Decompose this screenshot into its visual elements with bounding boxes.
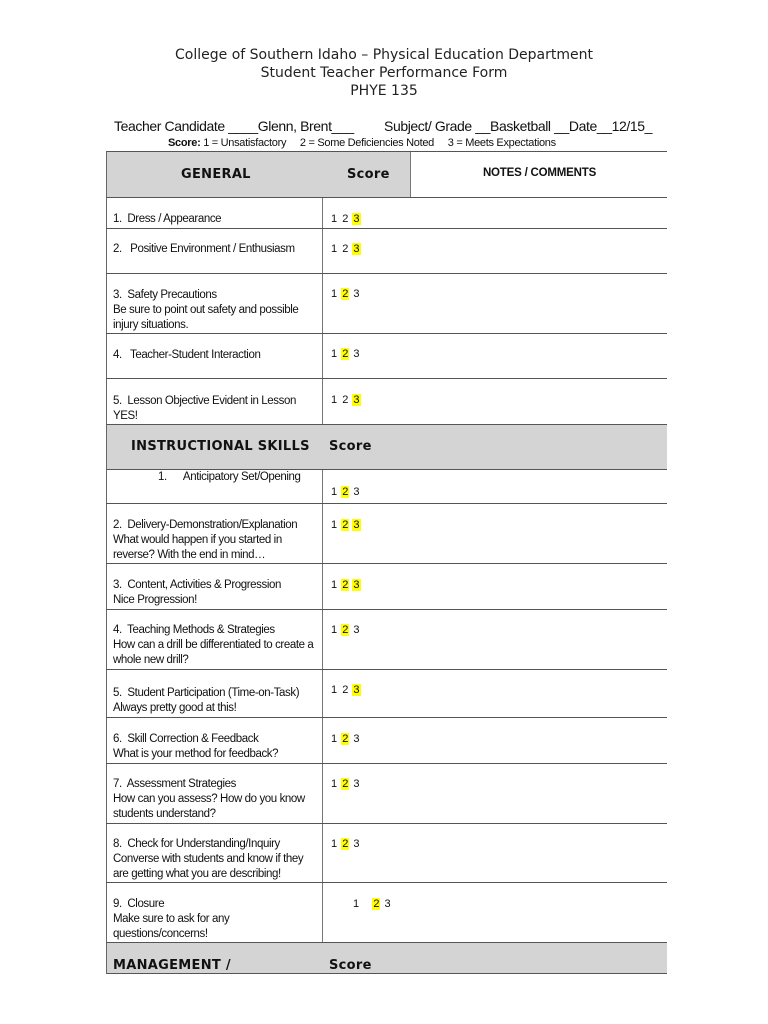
score-option-3[interactable]: 3 bbox=[353, 624, 360, 636]
general-item-objective bbox=[113, 394, 318, 424]
row-divider bbox=[106, 378, 667, 379]
row-divider bbox=[106, 503, 667, 504]
general-item-safety bbox=[113, 288, 318, 333]
row-divider bbox=[106, 882, 667, 883]
score-selector[interactable] bbox=[352, 898, 392, 910]
general-section-title: GENERAL bbox=[181, 167, 251, 182]
score-option-2-selected[interactable]: 2 bbox=[342, 348, 349, 360]
score-option-2-selected[interactable]: 2 bbox=[342, 288, 349, 300]
score-selector[interactable] bbox=[330, 394, 361, 406]
item-title: 1. Anticipatory Set/Opening bbox=[158, 471, 301, 483]
subject-grade-date-field: Subject/ Grade __Basketball __Date__12/15_ bbox=[384, 118, 653, 134]
score-key-label: Score: bbox=[168, 137, 201, 149]
item-title: 9. Closure bbox=[113, 898, 165, 910]
item-title: 4. Teaching Methods & Strategies bbox=[113, 624, 275, 636]
score-option-1[interactable]: 1 bbox=[331, 838, 338, 850]
instructional-section-header bbox=[106, 424, 667, 470]
score-option-3[interactable]: 3 bbox=[353, 838, 360, 850]
form-title: Student Teacher Performance Form bbox=[260, 65, 508, 81]
row-divider bbox=[106, 563, 667, 564]
row-divider bbox=[106, 717, 667, 718]
instructional-section-title: INSTRUCTIONAL SKILLS bbox=[131, 439, 310, 454]
score-selector[interactable] bbox=[330, 733, 361, 745]
management-section-title: MANAGEMENT / bbox=[113, 958, 231, 973]
score-option-1[interactable]: 1 bbox=[331, 733, 338, 745]
score-option-2[interactable]: 2 bbox=[342, 213, 349, 225]
score-option-1[interactable]: 1 bbox=[331, 684, 338, 696]
score-option-2-selected[interactable]: 2 bbox=[342, 624, 349, 636]
score-option-2-selected[interactable]: 2 bbox=[342, 733, 349, 745]
score-option-3[interactable]: 3 bbox=[353, 288, 360, 300]
score-selector[interactable] bbox=[330, 243, 361, 255]
notes-comments-label: NOTES / COMMENTS bbox=[482, 167, 597, 179]
score-selector[interactable] bbox=[330, 624, 361, 636]
score-option-3-selected[interactable]: 3 bbox=[353, 394, 360, 406]
row-divider bbox=[106, 273, 667, 274]
row-divider bbox=[106, 823, 667, 824]
management-score-heading: Score bbox=[329, 958, 372, 973]
score-key bbox=[168, 137, 556, 149]
instructional-item-content bbox=[113, 578, 318, 608]
form-institution-title: College of Southern Idaho – Physical Education Department bbox=[175, 47, 593, 63]
row-divider bbox=[106, 669, 667, 670]
item-comment: What is your method for feedback? bbox=[113, 748, 279, 760]
item-title: 5. Lesson Objective Evident in Lesson bbox=[113, 395, 296, 407]
score-option-1[interactable]: 1 bbox=[331, 778, 338, 790]
item-title: 4. Teacher-Student Interaction bbox=[113, 349, 261, 361]
item-title: 3. Content, Activities & Progression bbox=[113, 579, 282, 591]
score-selector[interactable] bbox=[330, 486, 361, 498]
row-divider bbox=[106, 763, 667, 764]
score-option-1[interactable]: 1 bbox=[331, 486, 338, 498]
notes-comments-header bbox=[410, 152, 668, 197]
score-option-3-selected[interactable]: 3 bbox=[353, 243, 360, 255]
score-selector[interactable] bbox=[330, 579, 361, 591]
item-comment: YES! bbox=[113, 410, 138, 422]
score-option-2-selected[interactable]: 2 bbox=[342, 579, 349, 591]
general-item-interaction bbox=[113, 348, 318, 363]
item-comment: How can a drill be differentiated to create a whole new drill? bbox=[113, 639, 314, 666]
score-option-3-selected[interactable]: 3 bbox=[353, 684, 360, 696]
score-option-2[interactable]: 2 bbox=[342, 394, 349, 406]
item-title: 2. Positive Environment / Enthusiasm bbox=[113, 243, 295, 255]
general-item-environment bbox=[113, 242, 318, 257]
item-title: 1. Dress / Appearance bbox=[113, 213, 222, 225]
score-option-3-selected[interactable]: 3 bbox=[353, 579, 360, 591]
score-option-1[interactable]: 1 bbox=[331, 288, 338, 300]
management-section-header bbox=[106, 942, 667, 974]
general-score-heading: Score bbox=[347, 167, 390, 182]
instructional-item-feedback bbox=[113, 732, 318, 762]
score-selector[interactable] bbox=[330, 778, 361, 790]
score-option-1[interactable]: 1 bbox=[331, 394, 338, 406]
item-title: 2. Delivery-Demonstration/Explanation bbox=[113, 519, 298, 531]
instructional-item-closure bbox=[113, 897, 318, 942]
score-selector[interactable] bbox=[330, 838, 361, 850]
candidate-line bbox=[114, 118, 674, 138]
instructional-item-anticipatory bbox=[158, 470, 363, 485]
score-option-1[interactable]: 1 bbox=[331, 579, 338, 591]
item-comment: Make sure to ask for any questions/concerns! bbox=[113, 913, 230, 940]
score-option-1[interactable]: 1 bbox=[331, 243, 338, 255]
score-option-2[interactable]: 2 bbox=[342, 684, 349, 696]
instructional-item-assessment bbox=[113, 777, 318, 822]
score-option-1[interactable]: 1 bbox=[331, 348, 338, 360]
score-option-3[interactable]: 3 bbox=[353, 348, 360, 360]
score-option-3-selected[interactable]: 3 bbox=[353, 519, 360, 531]
item-comment: Converse with students and know if they are getting what you are describing! bbox=[113, 853, 304, 880]
score-option-3[interactable]: 3 bbox=[353, 486, 360, 498]
score-selector[interactable] bbox=[330, 288, 361, 300]
item-comment: Be sure to point out safety and possible injury situations. bbox=[113, 304, 299, 331]
instructional-item-delivery bbox=[113, 518, 318, 563]
instructional-item-methods bbox=[113, 623, 318, 668]
teacher-candidate-field: Teacher Candidate ____Glenn, Brent___ bbox=[114, 118, 354, 134]
item-title: 5. Student Participation (Time-on-Task) bbox=[113, 687, 300, 699]
score-option-3-selected[interactable]: 3 bbox=[353, 213, 360, 225]
general-item-dress bbox=[113, 212, 318, 227]
item-title: 3. Safety Precautions bbox=[113, 289, 217, 301]
score-selector[interactable] bbox=[330, 519, 361, 531]
score-key-values: 1 = Unsatisfactory 2 = Some Deficiencies Noted 3 = Meets Expectations bbox=[200, 137, 556, 149]
instructional-item-understanding bbox=[113, 837, 318, 882]
course-code: PHYE 135 bbox=[350, 83, 418, 99]
score-option-1[interactable]: 1 bbox=[353, 898, 360, 910]
score-option-2-selected[interactable]: 2 bbox=[342, 778, 349, 790]
score-selector[interactable] bbox=[330, 213, 361, 225]
score-option-1[interactable]: 1 bbox=[331, 624, 338, 636]
score-option-2-selected[interactable]: 2 bbox=[342, 519, 349, 531]
item-comment: Nice Progression! bbox=[113, 594, 197, 606]
item-comment: How can you assess? How do you know students understand? bbox=[113, 793, 305, 820]
score-option-2-selected[interactable]: 2 bbox=[342, 486, 349, 498]
score-selector[interactable] bbox=[330, 684, 361, 696]
score-option-1[interactable]: 1 bbox=[331, 519, 338, 531]
row-divider bbox=[106, 609, 667, 610]
row-divider bbox=[106, 333, 667, 334]
item-title: 7. Assessment Strategies bbox=[113, 778, 236, 790]
score-option-3[interactable]: 3 bbox=[353, 733, 360, 745]
score-option-2[interactable]: 2 bbox=[342, 243, 349, 255]
score-option-2-selected[interactable]: 2 bbox=[373, 898, 380, 910]
item-comment: What would happen if you started in reverse? With the end in mind… bbox=[113, 534, 282, 561]
item-title: 6. Skill Correction & Feedback bbox=[113, 733, 259, 745]
score-option-1[interactable]: 1 bbox=[331, 213, 338, 225]
item-comment: Always pretty good at this! bbox=[113, 702, 237, 714]
instructional-item-participation bbox=[113, 686, 318, 716]
score-selector[interactable] bbox=[330, 348, 361, 360]
instructional-score-heading: Score bbox=[329, 439, 372, 454]
score-option-3[interactable]: 3 bbox=[384, 898, 391, 910]
row-divider bbox=[106, 228, 667, 229]
score-option-2-selected[interactable]: 2 bbox=[342, 838, 349, 850]
score-option-3[interactable]: 3 bbox=[353, 778, 360, 790]
item-title: 8. Check for Understanding/Inquiry bbox=[113, 838, 280, 850]
